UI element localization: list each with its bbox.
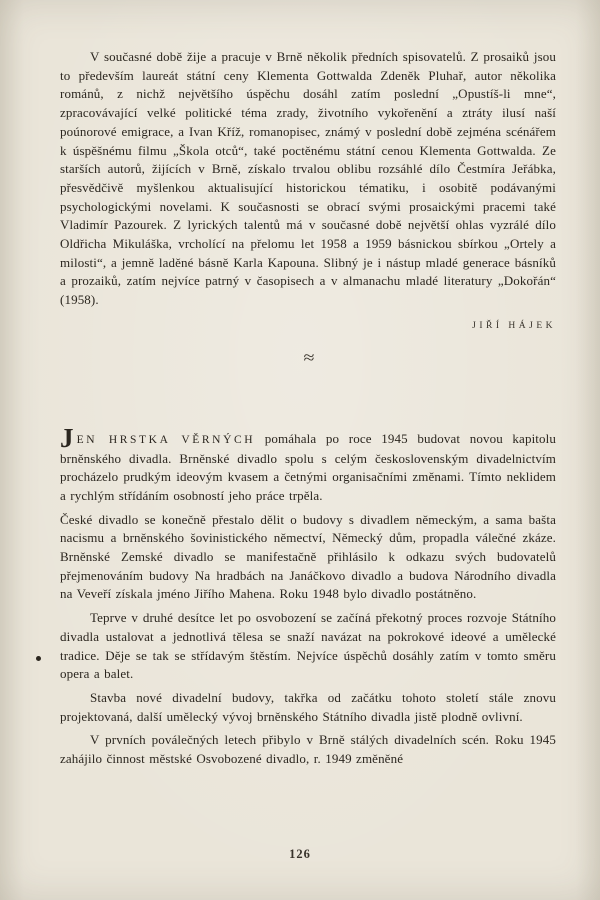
- paragraph-v-prvnich: V prvních poválečných letech přibylo v Brně stálých divadelních scén. Roku 1945 zahájilo činnost městské Osvobozené divadlo, r. 1949 změněné: [60, 732, 556, 767]
- section-lead-caps: EN HRSTKA VĚRNÝCH: [76, 433, 256, 446]
- text-column: [60, 48, 556, 769]
- chapter-section: [60, 422, 556, 769]
- page-number: 126: [289, 847, 311, 861]
- margin-mark-dot: [36, 656, 41, 661]
- section-opening-text: pomáhala po roce 1945 budovat novou kapitolu brněnského divadla. Brněnské divadlo spolu s celým československým divadelnictvím procházelo prudkým ideovým kvasem a četnými organisačními změnami. Tímto neklidem a rychlým střídáním osobností jeho práce trpěla.: [60, 430, 556, 503]
- section-divider-ornament: ≈: [303, 348, 313, 368]
- author-signature: JIŘÍ HÁJEK: [472, 320, 556, 331]
- section-opening-paragraph: [60, 422, 556, 506]
- dropcap-letter: J: [60, 422, 74, 453]
- intro-paragraph: V současné době žije a pracuje v Brně několik předních spisovatelů. Z prosaiků jsou to především laureát státní ceny Klementa Gottwalda Zdeněk Pluhař, autor několika románů, z nichž největšího úspěchu dosáhl zatím poslední „Opustíš-li mne“, zpracovávající velké politické téma zrady, životního vykořenění a ztráty ilusí naší poúnorové emigrace, a Ivan Kříž, romanopisec, známý v poslední době zejména scénářem k úspěšnému filmu „Škola otců“, také poctěnému státní cenou Klementa Gottwalda. Ze starších autorů, žijících v Brně, získalo trvalou oblibu rozsáhlé dílo Čestmíra Jeřábka, přesvědčivě myšlenkou aktualisující historickou tématiku, i osobitě podávanými psychologickými novelami. K současnosti se obrací svými prosaickými pracemi také Vladimír Pazourek. Z lyrických talentů má v současné době největší ohlas vyzrálé dílo Oldřicha Mikuláška, vrcholící na přelomu let 1958 a 1959 básnickou sbírkou „Ortely a milosti“, a jemně laděné básně Karla Kapouna. Slibný je i nástup mladé generace básníků a prozaiků, zatím nejvíce patrný v časopisech a v almanachu mladé literatury „Dokořán“ (1958).: [60, 49, 556, 308]
- paragraph-stavba: Stavba nové divadelní budovy, takřka od začátku tohoto století stále znovu projektovaná, další umělecký vývoj brněnského Státního divadla jistě plodně ovlivní.: [60, 689, 556, 724]
- paragraph-teprve: Teprve v druhé desítce let po osvobození se začíná překotný proces rozvoje Státního divadla ustalovat a jednotlivá tělesa se snaží navázat na pokrokové ideové a umělecké tradice. Děje se tak se střídavým štěstím. Nejvíce úspěchů dosáhly zatím v tomto směru opera a balet.: [60, 610, 556, 682]
- paragraph-ceske-divadlo: České divadlo se konečně přestalo dělit o budovy s divadlem německým, a sama bašta nacismu a brněnského šovinistického němectví, Německý dům, propadla válečné zkáze. Brněnské Zemské divadlo se manifestačně přihlásilo k odkazu svých budovatelů přejmenováním budovy Na hradbách na Janáčkovo divadlo a budova Národního divadla na Veveří získala jméno Jiřího Mahena. Roku 1948 bylo divadlo postátněno.: [60, 511, 556, 602]
